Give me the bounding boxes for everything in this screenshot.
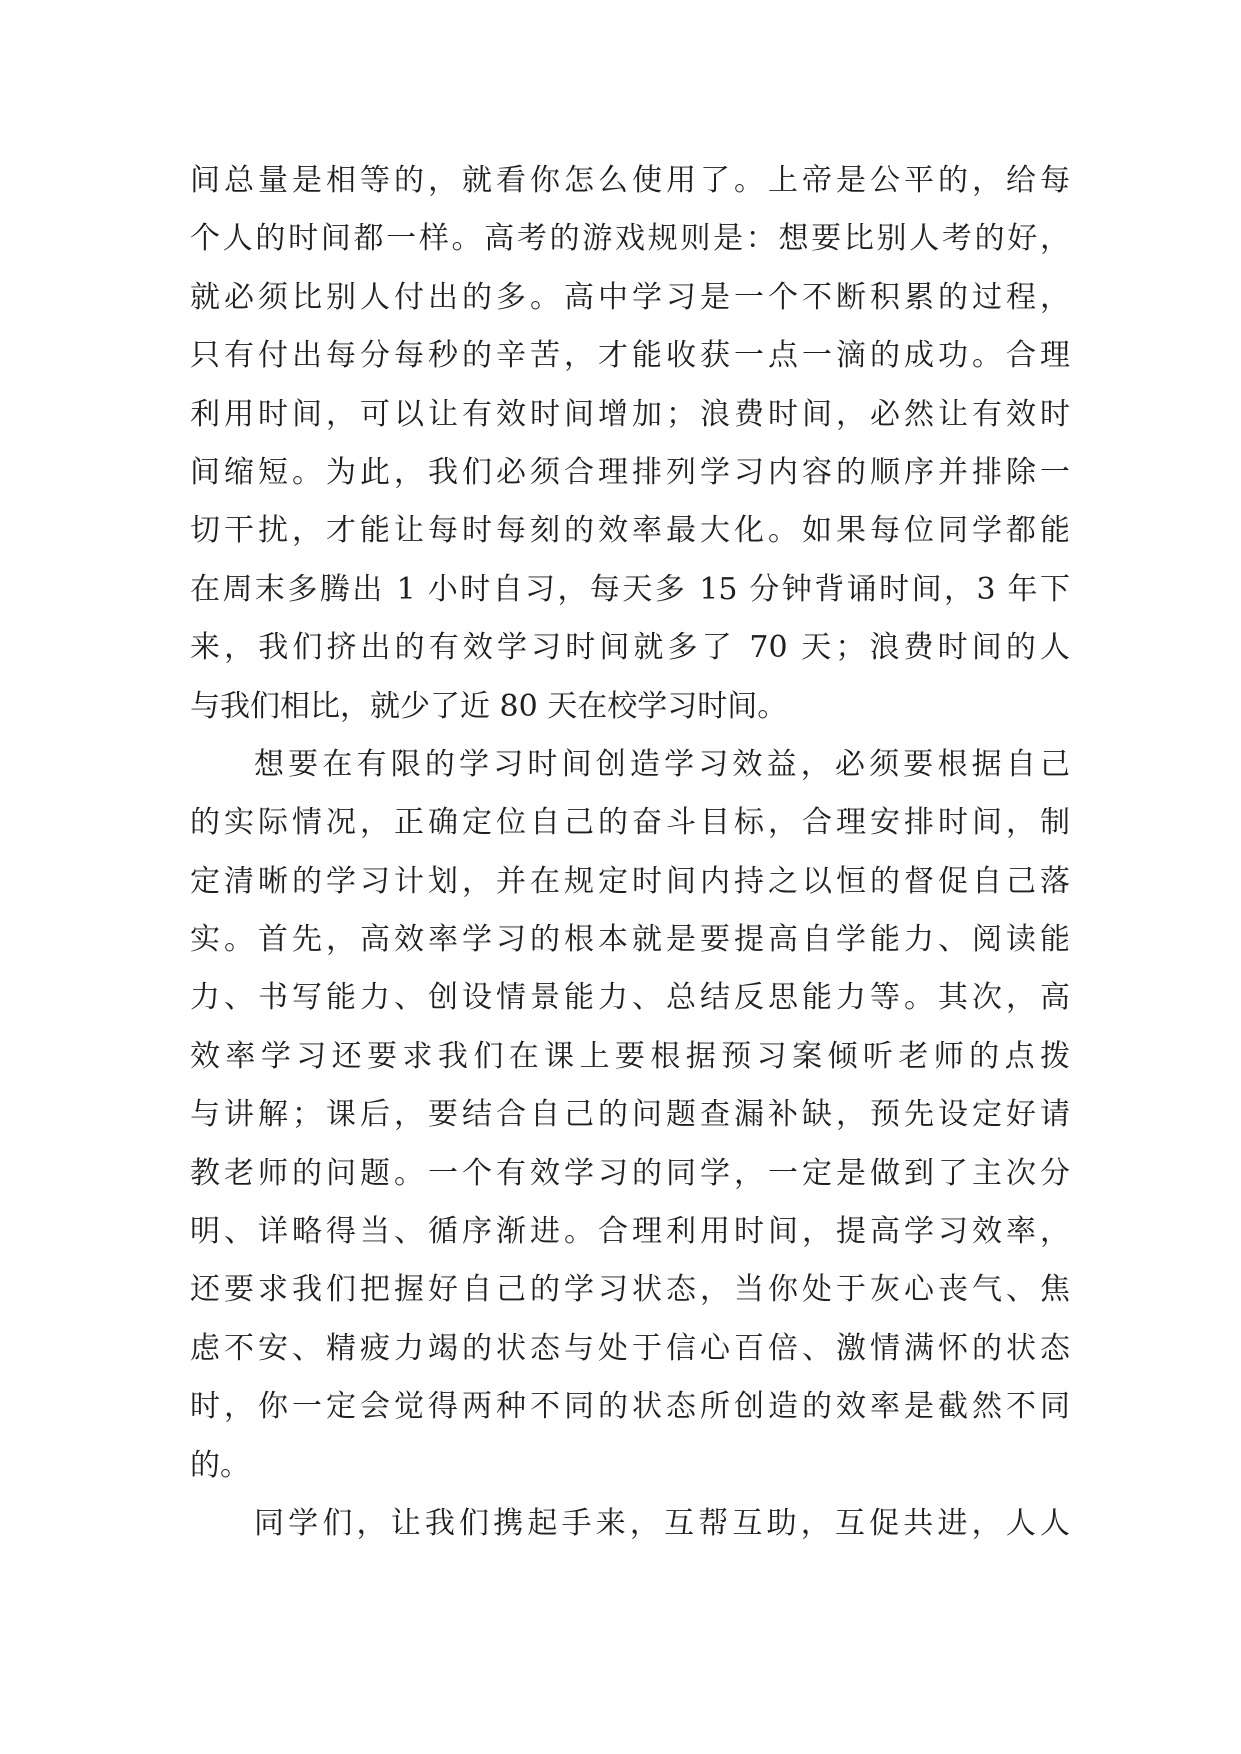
document-body — [190, 152, 1070, 1553]
text-line: 力、书写能力、创设情景能力、总结反思能力等。其次，高 — [190, 980, 1070, 1016]
text-line: 实。首先，高效率学习的根本就是要提高自学能力、阅读能 — [190, 922, 1070, 958]
text-line: 虑不安、精疲力竭的状态与处于信心百倍、激情满怀的状态 — [190, 1330, 1070, 1366]
text-line: 的。 — [190, 1447, 250, 1483]
text-line: 利用时间，可以让有效时间增加；浪费时间，必然让有效时 — [190, 396, 1070, 432]
text-line: 来，我们挤出的有效学习时间就多了 70 天；浪费时间的人 — [190, 630, 1070, 666]
text-line: 切干扰，才能让每时每刻的效率最大化。如果每位同学都能 — [190, 513, 1070, 549]
text-line: 与讲解；课后，要结合自己的问题查漏补缺，预先设定好请 — [190, 1097, 1070, 1133]
text-line: 的实际情况，正确定位自己的奋斗目标，合理安排时间，制 — [190, 805, 1070, 841]
text-line: 只有付出每分每秒的辛苦，才能收获一点一滴的成功。合理 — [190, 338, 1070, 374]
text-line: 还要求我们把握好自己的学习状态，当你处于灰心丧气、焦 — [190, 1272, 1070, 1308]
text-line: 教老师的问题。一个有效学习的同学，一定是做到了主次分 — [190, 1155, 1070, 1191]
text-line: 同学们，让我们携起手来，互帮互助，互促共进，人人 — [254, 1505, 1070, 1541]
text-line: 定清晰的学习计划，并在规定时间内持之以恒的督促自己落 — [190, 863, 1070, 899]
text-line: 想要在有限的学习时间创造学习效益，必须要根据自己 — [254, 746, 1070, 782]
text-line: 效率学习还要求我们在课上要根据预习案倾听老师的点拨 — [190, 1038, 1070, 1074]
text-line: 在周末多腾出 1 小时自习，每天多 15 分钟背诵时间，3 年下 — [190, 571, 1070, 607]
text-line: 就必须比别人付出的多。高中学习是一个不断积累的过程， — [190, 279, 1070, 315]
text-line: 个人的时间都一样。高考的游戏规则是：想要比别人考的好， — [190, 221, 1070, 257]
text-line: 时，你一定会觉得两种不同的状态所创造的效率是截然不同 — [190, 1389, 1070, 1425]
text-line: 间缩短。为此，我们必须合理排列学习内容的顺序并排除一 — [190, 454, 1070, 490]
text-line: 间总量是相等的，就看你怎么使用了。上帝是公平的，给每 — [190, 163, 1070, 198]
text-line: 与我们相比，就少了近 80 天在校学习时间。 — [190, 688, 788, 724]
text-line: 明、详略得当、循序渐进。合理利用时间，提高学习效率， — [190, 1214, 1070, 1250]
